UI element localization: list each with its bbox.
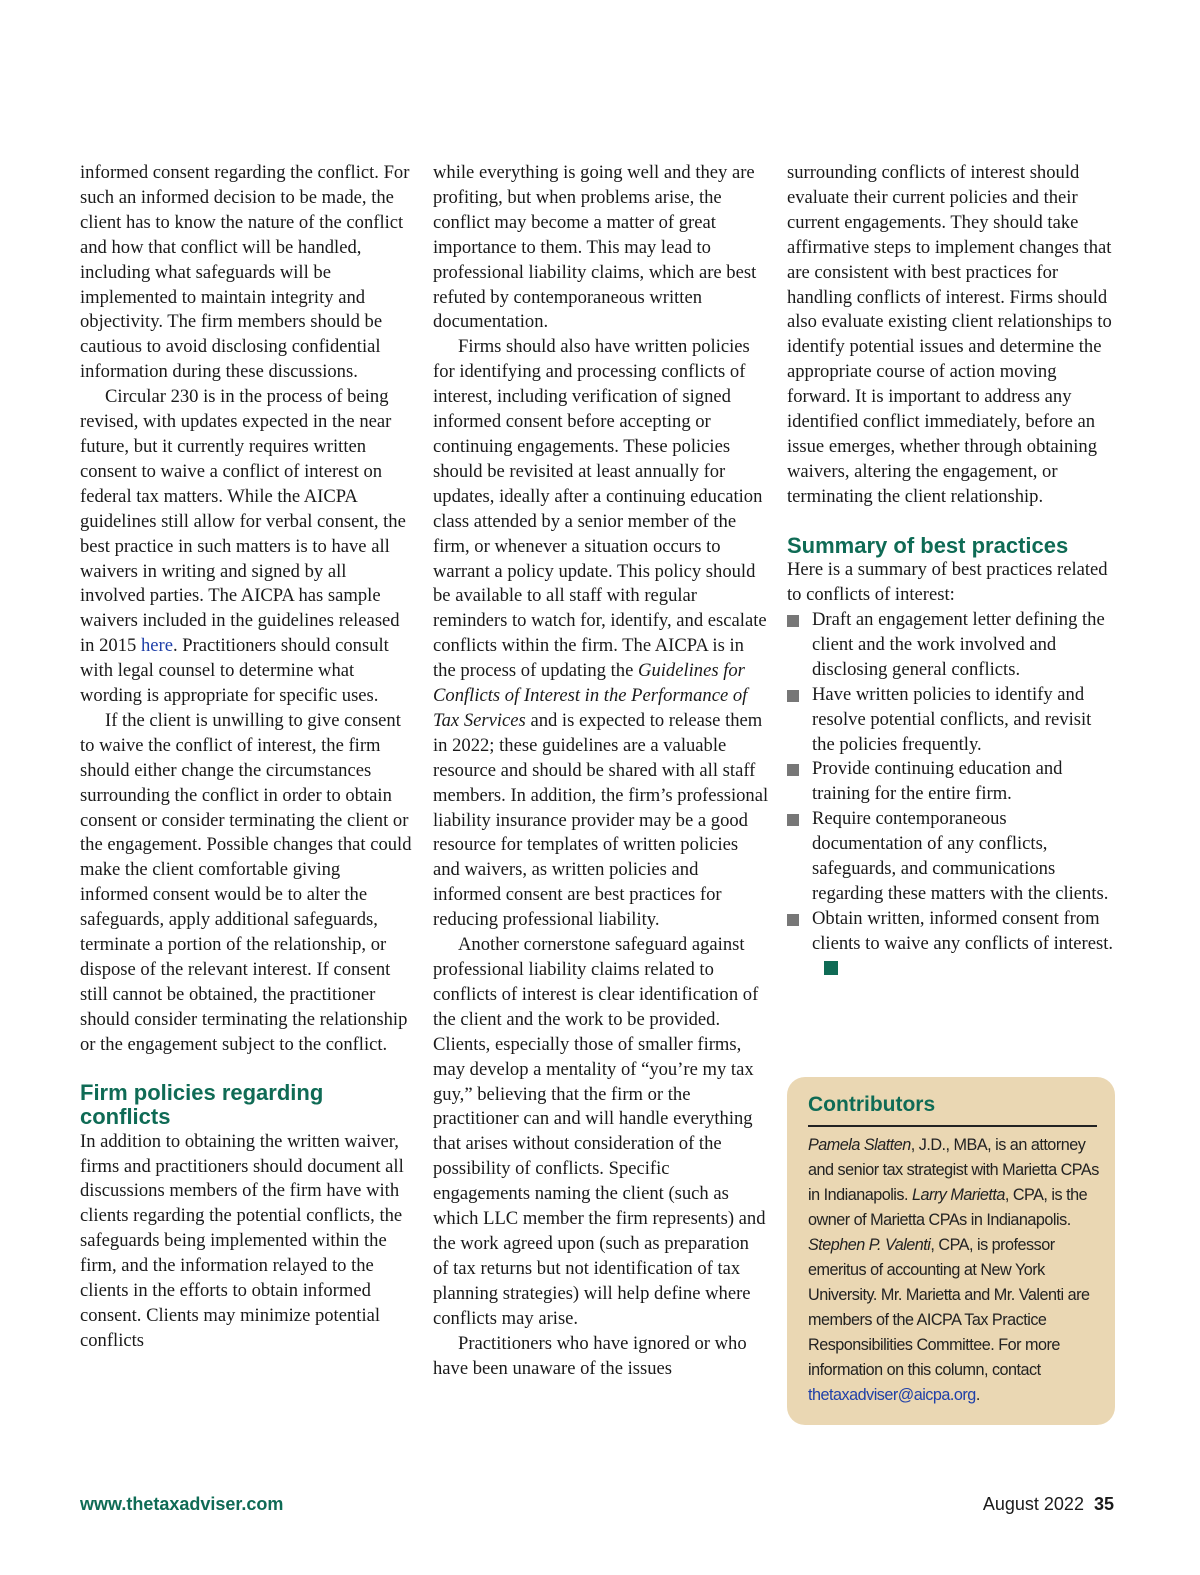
paragraph: informed consent regarding the conflict. For such an informed decision to be made, the client has to know the nature of the conflict and how that conflict will be handled, including what safeguards will be implemented to maintain integrity and objectivity. The firm members should be cautious to avoid disclosing confidential information during these discussions. — [80, 162, 410, 383]
paragraph: If the client is unwilling to give consent to waive the conflict of interest, the firm should either change the circumstances surrounding the conflict in order to obtain consent or consider terminating the client or the engagement. Possible changes that could make the client comfortable giving informed consent would be to alter the safeguards, apply additional safeguards, terminate a portion of the relationship, or dispose of the relevant interest. If consent still cannot be obtained, the practitioner should consider terminating the relationship or the engagement subject to the conflict. — [80, 709, 412, 1055]
guidelines-title: Guidelines for Conflicts of Interest in the Performance of Tax Services — [433, 660, 748, 731]
paragraph: Practitioners who have ignored or who have been unaware of the issues — [433, 1332, 747, 1379]
page-number: 35 — [1093, 1494, 1114, 1514]
contributor-name: Larry Marietta — [912, 1186, 1005, 1204]
footer-date-page — [983, 1493, 1114, 1515]
paragraph-text: Firms should also have written policies for identifying and processing conflicts of interest, including verification of signed informed consent before accepting or continuing engagements. These policies should be revisited at least annually for updates, ideally after a continuing education class attended by a senior member of the firm, or whenever a situation occurs to warrant a policy update. This policy should be available to all staff with regular reminders to watch for, identify, and escalate conflicts within the firm. The AICPA is in the process of updating the — [433, 336, 767, 682]
column-1 — [80, 161, 412, 1354]
list-item — [787, 683, 1115, 758]
list-item — [787, 608, 1115, 683]
bullet-square-icon — [787, 764, 799, 776]
bullet-square-icon — [787, 690, 799, 702]
bullet-square-icon — [787, 814, 799, 826]
contributor-name: Pamela Slatten — [808, 1136, 911, 1154]
email-link[interactable]: thetaxadviser@aicpa.org — [808, 1386, 976, 1404]
end-mark-icon — [824, 961, 838, 975]
list-item-text: Obtain written, informed consent from clients to waive any conflicts of interest. — [812, 907, 1114, 954]
paragraph-text: and is expected to release them in 2022; these guidelines are a valuable resource and should be shared with all staff members. In addition, the firm’s professional liability insurance provider may be a good resource for templates of written policies and waivers, as written policies and informed consent are best practices for reducing professional liability. — [433, 709, 769, 931]
contributor-name: Stephen P. Valenti — [808, 1236, 931, 1254]
list-item-text: Provide continuing education and training for the entire firm. — [812, 758, 1063, 805]
section-heading: Firm policies regarding conflicts — [80, 1079, 324, 1130]
paragraph — [433, 335, 769, 933]
bullet-square-icon — [787, 615, 799, 627]
list-item-text: Have written policies to identify and resolve potential conflicts, and revisit the policies frequently. — [812, 683, 1092, 755]
issue-date: August 2022 — [982, 1494, 1084, 1514]
here-link[interactable]: here — [140, 635, 173, 657]
paragraph: Here is a summary of best practices related to conflicts of interest: — [787, 559, 1108, 606]
paragraph-text: Circular 230 is in the process of being revised, with updates expected in the near future, but it currently requires written consent to waive a conflict of interest on federal tax matters. While the AICPA guidelines still allow for verbal consent, the best practice in such matters is to have all waivers in writing and signed by all involved parties. The AICPA has sample waivers included in the guidelines released in 2015 — [80, 386, 406, 657]
paragraph: In addition to obtaining the written waiver, firms and practitioners should document all discussions members of the firm have with clients regarding the potential conflicts, the safeguards being implemented within the firm, and the information relayed to the clients in the efforts to obtain informed consent. Clients may minimize potential conflicts — [80, 1130, 404, 1351]
contributors-box — [787, 1077, 1115, 1425]
footer-website-link[interactable]: www.thetaxadviser.com — [80, 1494, 284, 1514]
section-heading: Summary of best practices — [787, 532, 1069, 558]
list-item — [787, 907, 1115, 982]
paragraph: surrounding conflicts of interest should evaluate their current policies and their current engagements. They should take affirmative steps to implement changes that are consistent with best practices for handling conflicts of interest. Firms should also evaluate existing client relationships to identify potential issues and determine the appropriate course of action moving forward. It is important to address any identified conflict immediately, before an issue emerges, whether through obtaining waivers, altering the engagement, or terminating the client relationship. — [787, 162, 1112, 507]
contributors-text — [808, 1133, 1100, 1408]
contributor-text: . — [975, 1386, 980, 1404]
list-item — [787, 757, 1115, 807]
contributor-text: , CPA, is the owner of Marietta CPAs in Indianapolis. — [808, 1186, 1088, 1229]
list-item — [787, 807, 1115, 907]
paragraph: while everything is going well and they are profiting, but when problems arise, the conflict may become a matter of great importance to them. This may lead to professional liability claims, which are best refuted by contemporaneous written documentation. — [433, 162, 757, 333]
bullet-square-icon — [787, 914, 799, 926]
paragraph-text: . Practitioners should consult with legal counsel to determine what wording is appropriate for specific uses. — [80, 635, 389, 707]
contributor-text: , J.D., MBA, is an attorney and senior tax strategist with Marietta CPAs in Indianapolis. — [808, 1136, 1099, 1204]
column-3 — [787, 161, 1115, 982]
paragraph: Another cornerstone safeguard against professional liability claims related to conflicts of interest is clear identification of the client and the work to be provided. Clients, especially those of smaller firms, may develop a mentality of “you’re my tax guy,” believing that the firm or the practitioner can and will handle everything that arises without consideration of the possibility of conflicts. Specific engagements naming the client (such as which LLC member the firm represents) and the work agreed upon (such as preparation of tax returns but not identification of tax planning strategies) will help define where conflicts may arise. — [433, 934, 766, 1329]
column-2 — [433, 161, 769, 1381]
paragraph — [80, 385, 412, 709]
contributors-title: Contributors — [808, 1092, 1097, 1127]
contributor-text: , CPA, is professor emeritus of accounting at New York University. Mr. Marietta and Mr. Valenti are members of the AICPA Tax Practice Responsibilities Committee. For more information on this column, contact — [808, 1236, 1090, 1379]
list-item-text: Require contemporaneous documentation of any conflicts, safeguards, and communications regarding these matters with the clients. — [812, 808, 1109, 904]
list-item-text: Draft an engagement letter defining the client and the work involved and disclosing general conflicts. — [812, 609, 1105, 680]
best-practices-list — [787, 608, 1115, 982]
